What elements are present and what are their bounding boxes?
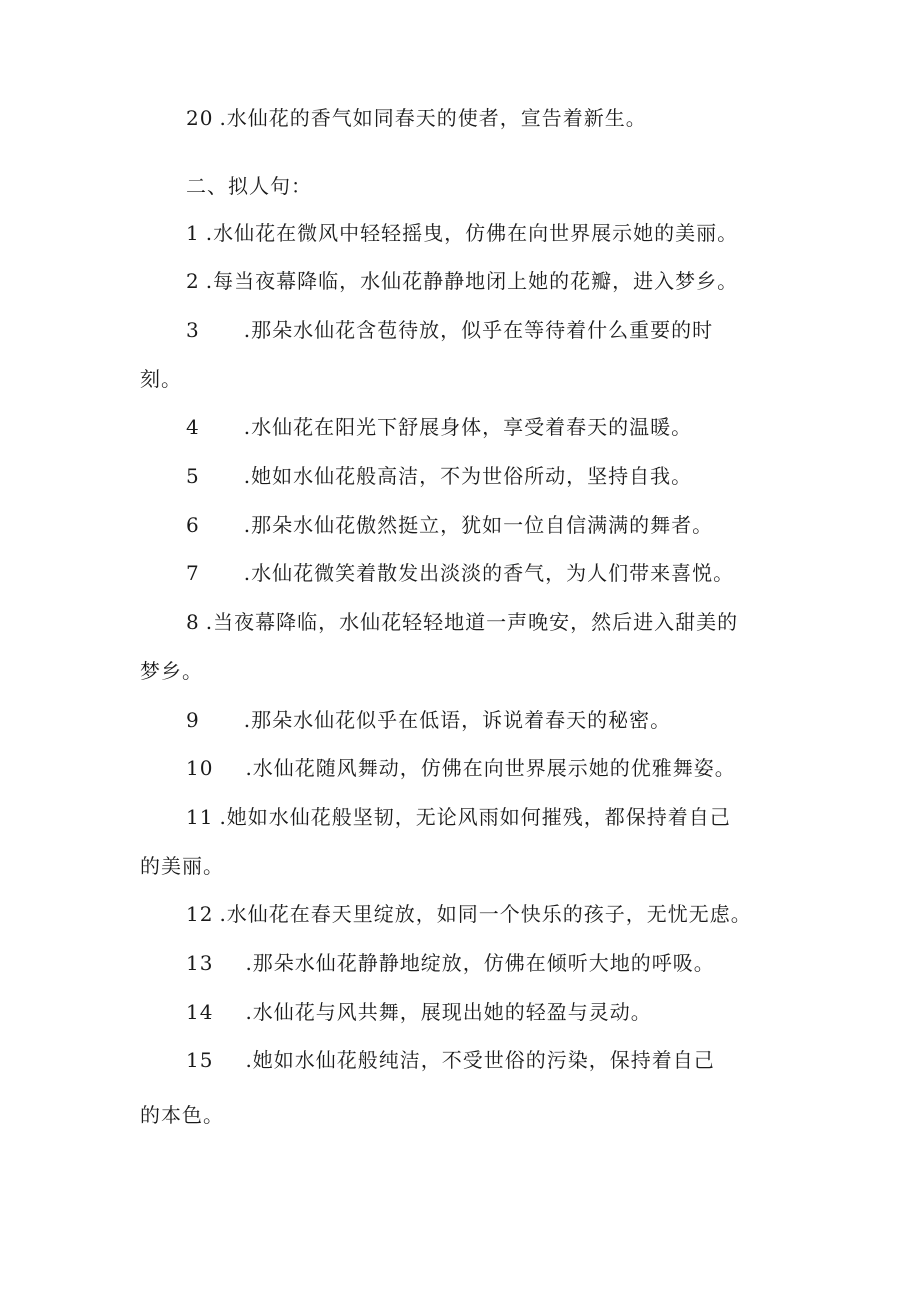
item-text: .水仙花微笑着散发出淡淡的香气，为人们带来喜悦。 [243,561,735,585]
sentence-20 [186,104,647,132]
item-text: .那朵水仙花含苞待放，似乎在等待着什么重要的时 [243,318,714,342]
item-number: 15 [186,1048,214,1072]
sentence-8-continuation [140,657,203,685]
sentence-13 [186,949,715,977]
item-text-continuation: 的美丽。 [140,854,224,878]
item-text: .水仙花在微风中轻轻摇曳，仿佛在向世界展示她的美丽。 [205,221,739,245]
sentence-14 [186,998,652,1026]
item-text-continuation: 的本色。 [140,1103,224,1127]
item-text-continuation: 刻。 [140,367,182,391]
item-number: 8 [186,610,200,634]
item-number: 6 [186,513,200,537]
sentence-3-continuation [140,365,182,393]
section-title: 二、拟人句： [186,174,312,198]
item-text: .水仙花的香气如同春天的使者，宣告着新生。 [219,106,647,130]
item-number: 4 [186,415,200,439]
sentence-12 [186,900,752,928]
sentence-7 [186,559,734,587]
item-number: 1 [186,221,200,245]
sentence-2 [186,267,738,295]
sentence-15-continuation [140,1101,224,1129]
sentence-15 [186,1046,715,1074]
sentence-8 [186,608,738,636]
sentence-4 [186,413,692,441]
sentence-6 [186,511,713,539]
item-text: .她如水仙花般高洁，不为世俗所动，坚持自我。 [243,464,693,488]
item-text: .每当夜幕降临，水仙花静静地闭上她的花瓣，进入梦乡。 [205,269,739,293]
sentence-11 [186,803,731,831]
item-number: 7 [186,561,200,585]
section-heading-personification [186,172,312,200]
item-number: 5 [186,464,200,488]
item-text: .她如水仙花般坚韧，无论风雨如何摧残，都保持着自己 [219,805,731,829]
sentence-11-continuation [140,852,224,880]
item-text: .水仙花在阳光下舒展身体，享受着春天的温暖。 [243,415,693,439]
item-text: .水仙花在春天里绽放，如同一个快乐的孩子，无忧无虑。 [219,902,752,926]
item-text: .那朵水仙花似乎在低语，诉说着春天的秘密。 [243,708,672,732]
item-number: 3 [186,318,200,342]
item-number: 14 [186,1000,214,1024]
item-number: 13 [186,951,214,975]
item-text: .那朵水仙花傲然挺立，犹如一位自信满满的舞者。 [243,513,714,537]
item-text-continuation: 梦乡。 [140,659,203,683]
item-text: .她如水仙花般纯洁，不受世俗的污染，保持着自己 [245,1048,715,1072]
item-text: .那朵水仙花静静地绽放，仿佛在倾听大地的呼吸。 [245,951,715,975]
item-number: 2 [186,269,200,293]
sentence-3 [186,316,713,344]
sentence-5 [186,462,692,490]
item-number: 11 [186,805,214,829]
item-text: .水仙花随风舞动，仿佛在向世界展示她的优雅舞姿。 [245,756,736,780]
sentence-9 [186,706,671,734]
item-number: 9 [186,708,200,732]
sentence-1 [186,219,738,247]
item-number: 12 [186,902,214,926]
item-number: 20 [186,106,214,130]
item-text: .当夜幕降临，水仙花轻轻地道一声晚安，然后进入甜美的 [205,610,739,634]
item-text: .水仙花与风共舞，展现出她的轻盈与灵动。 [245,1000,652,1024]
item-number: 10 [186,756,214,780]
sentence-10 [186,754,736,782]
